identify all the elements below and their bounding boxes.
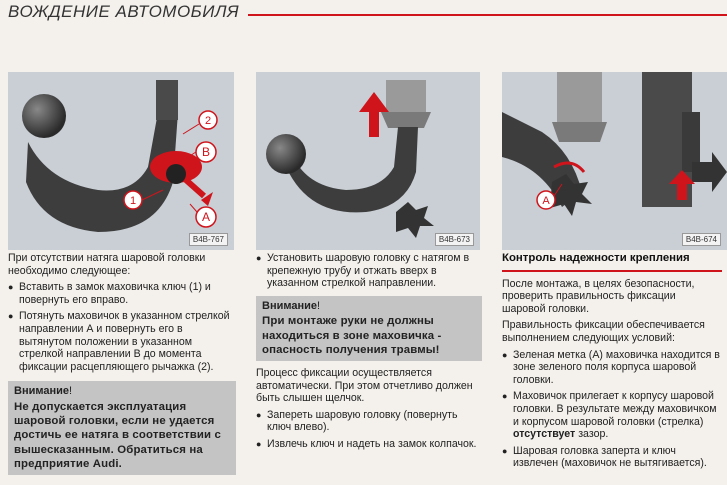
list-item: ● Извлечь ключ и надеть на замок колпачок. (256, 438, 482, 451)
column-2 (256, 252, 482, 455)
warning-text: При монтаже руки не должны находиться в зоне маховичка - опасность получения травмы! (262, 315, 442, 356)
warning-title: Внимание! (262, 299, 321, 312)
towbar-insert-illustration (256, 72, 480, 250)
callout-a: A (201, 210, 211, 224)
figure-3 (502, 72, 727, 250)
list-item: ● Зеленая метка (А) маховичка находится в зоне зеленого поля корпуса шаровой головки. (502, 349, 722, 387)
page-title: ВОЖДЕНИЕ АВТОМОБИЛЯ (8, 2, 240, 21)
figure-2 (256, 72, 480, 250)
warning-text: Не допускается эксплуатация шаровой головки, если не удается достичь ее натяга в соответствии с вышесказанным. Обратиться на предприятие Audi. (14, 400, 221, 470)
figure-code: B4B-767 (189, 233, 228, 246)
figure-1 (8, 72, 234, 250)
warning-title: Внимание! (14, 385, 73, 398)
callout-1: 1 (129, 195, 137, 207)
towbar-check-illustration (502, 72, 727, 250)
warning-box (256, 296, 482, 361)
paragraph: Правильность фиксации обеспечивается выполнением следующих условий: (502, 319, 705, 344)
header-rule (248, 14, 727, 16)
paragraph: После монтажа, в целях безопасности, проверить правильность фиксации шаровой головки. (502, 277, 695, 315)
section-rule (502, 270, 722, 272)
list-item: ● Установить шаровую головку с натягом в крепежную трубу и отжать вверх в указанном стрелкой направлении. (256, 252, 482, 290)
list-item: ● Маховичок прилегает к корпусу шаровой головки. В результате между маховичком и корпусом шаровой головки (стрелка) отсутствует зазор. (502, 390, 722, 440)
callout-2: 2 (204, 115, 212, 127)
callout-a: A (542, 195, 550, 207)
page-header (0, 0, 727, 30)
list-item: ● Запереть шаровую головку (повернуть ключ влево). (256, 409, 482, 434)
paragraph: Процесс фиксации осуществляется автоматически. При этом отчетливо должен быть слышен щелчок. (256, 366, 473, 405)
column-3 (502, 252, 722, 474)
list-item: ● Потянуть маховичок в указанном стрелкой направлении А и повернуть его в вытянутом положении в указанном стрелкой направлении В до момента фиксации расцепляющего рычажка (2). (8, 310, 236, 373)
intro-text: При отсутствии натяга шаровой головки необходимо следующее: (8, 252, 206, 277)
warning-box (8, 381, 236, 475)
callout-b: B (201, 145, 211, 159)
section-title: Контроль надежности крепления (502, 252, 690, 264)
column-1 (8, 252, 236, 475)
figure-code: B4B-674 (682, 233, 721, 246)
towbar-unlock-illustration (8, 72, 234, 250)
list-item: ● Вставить в замок маховичка ключ (1) и повернуть его вправо. (8, 281, 236, 306)
figure-code: B4B-673 (435, 233, 474, 246)
list-item: ● Шаровая головка заперта и ключ извлечен (маховичок не вытягивается). (502, 445, 722, 470)
